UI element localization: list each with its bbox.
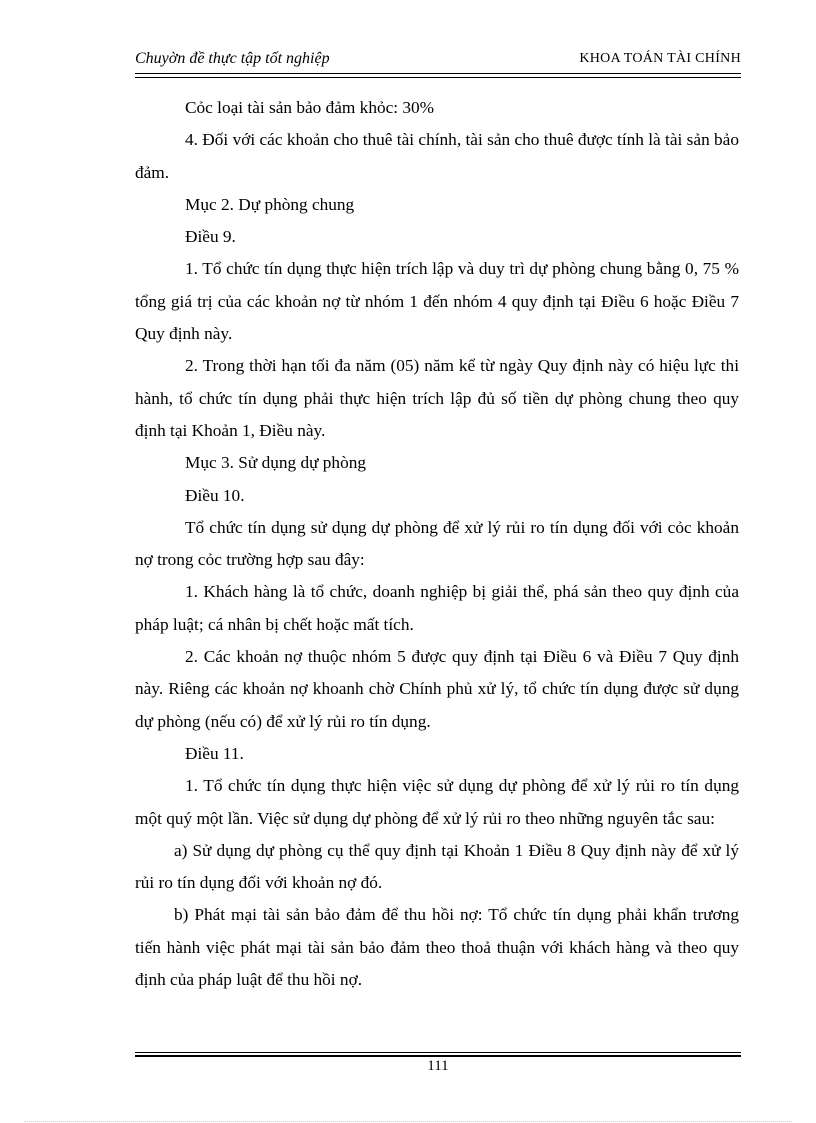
header-department: KHOA TOÁN TÀI CHÍNH — [579, 51, 741, 66]
paragraph: 1. Khách hàng là tổ chức, doanh nghiệp bị giải thể, phá sản theo quy định của pháp luật; cá nhân bị chết hoặc mất tích. — [135, 582, 739, 634]
paragraph: 4. Đối với các khoản cho thuê tài chính, tài sản cho thuê được tính là tài sản bảo đảm. — [135, 130, 739, 182]
article-heading: Điều 11. — [185, 743, 244, 763]
paragraph: a) Sử dụng dự phòng cụ thể quy định tại Khoản 1 Điều 8 Quy định này để xử lý rủi ro tín dụng đối với khoản nợ đó. — [135, 840, 739, 893]
paragraph: b) Phát mại tài sản bảo đảm để thu hồi nợ: Tổ chức tín dụng phải khẩn trương tiến hành việc phát mại tài sản bảo đảm theo thoả thuận với khách hàng và theo quy định của pháp luật để thu hồi nợ. — [135, 905, 739, 990]
paragraph: 1. Tổ chức tín dụng thực hiện trích lập và duy trì dự phòng chung bằng 0, 75 % tổng giá trị của các khoản nợ từ nhóm 1 đến nhóm 4 quy định tại Điều 6 hoặc Điều 7 Quy định này. — [135, 259, 739, 344]
article-heading: Điều 9. — [185, 227, 236, 247]
paragraph: 1. Tổ chức tín dụng thực hiện việc sử dụng dự phòng để xử lý rủi ro tín dụng một quý một lần. Việc sử dụng dự phòng để xử lý rủi ro theo những nguyên tắc sau: — [135, 776, 739, 828]
page-header — [135, 50, 741, 72]
article-heading: Điều 10. — [185, 485, 245, 505]
paragraph: Tổ chức tín dụng sử dụng dự phòng để xử lý rủi ro tín dụng đối với cỏc khoản nợ trong cỏc trường hợp sau đây: — [135, 517, 739, 570]
footer-rule-thin — [135, 1052, 741, 1053]
header-rule-thin — [135, 77, 741, 78]
header-rule — [135, 73, 741, 74]
footer-rule — [135, 1055, 741, 1057]
body-text — [135, 92, 739, 996]
paragraph: 2. Trong thời hạn tối đa năm (05) năm kể từ ngày Quy định này có hiệu lực thi hành, tổ chức tín dụng phải thực hiện trích lập đủ số tiền dự phòng chung theo quy định tại Khoản 1, Điều này. — [135, 356, 739, 440]
paragraph: 2. Các khoản nợ thuộc nhóm 5 được quy định tại Điều 6 và Điều 7 Quy định này. Riêng các khoản nợ khoanh chờ Chính phủ xử lý, tổ chức tín dụng được sử dụng dự phòng (nếu có) để xử lý rủi ro tín dụng. — [135, 647, 739, 731]
page-number: 111 — [427, 1058, 449, 1074]
paragraph: Cỏc loại tài sản bảo đảm khỏc: 30% — [185, 98, 435, 117]
page-edge — [24, 1121, 792, 1122]
section-heading: Mục 3. Sử dụng dự phòng — [185, 453, 366, 473]
header-title: Chuyờn đề thực tập tốt nghiệp — [135, 50, 330, 67]
section-heading: Mục 2. Dự phòng chung — [185, 194, 355, 214]
